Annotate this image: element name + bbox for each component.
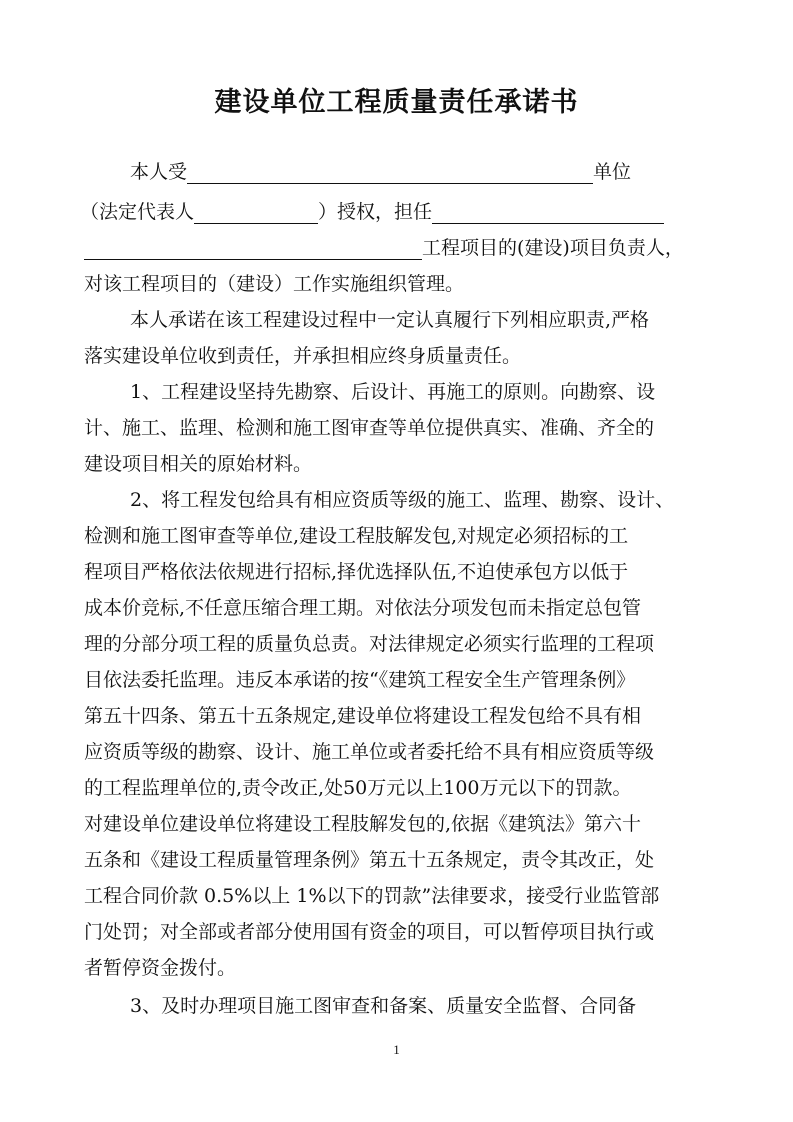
unit-suffix-label: 单位 <box>593 161 632 183</box>
text-line: 者暂停资金拨付。 <box>84 957 237 979</box>
project-name-field[interactable] <box>84 239 422 260</box>
text-line: 五条和《建设工程质量管理条例》第五十五条规定，责令其改正，处 <box>84 849 655 871</box>
text-line: 2、将工程发包给具有相应资质等级的施工、监理、勘察、设计、 <box>130 489 675 511</box>
text-line: 本人承诺在该工程建设过程中一定认真履行下列相应职责,严格 <box>130 309 650 331</box>
text-line: 程项目严格依法依规进行招标,择优选择队伍,不迫使承包方以低于 <box>84 561 629 583</box>
form-line-3 <box>84 236 714 260</box>
form-line-2 <box>80 200 710 224</box>
document-title: 建设单位工程质量责任承诺书 <box>214 87 579 118</box>
text-line: 检测和施工图审查等单位,建设工程肢解发包,对规定必须招标的工 <box>84 525 629 547</box>
authorized-label: ）授权，担任 <box>318 201 433 223</box>
text-line: 门处罚；对全部或者部分使用国有资金的项目，可以暂停项目执行或 <box>84 921 655 943</box>
text-line: 应资质等级的勘察、设计、施工单位或者委托给不具有相应资质等级 <box>84 741 655 763</box>
form-prefix-label: 本人受 <box>130 161 188 183</box>
text-line: 成本价竞标,不任意压缩合理工期。对依法分项发包而未指定总包管 <box>84 597 642 619</box>
position-field[interactable] <box>432 203 664 224</box>
text-line: 计、施工、监理、检测和施工图审查等单位提供真实、准确、齐全的 <box>84 417 655 439</box>
form-line-1 <box>84 160 714 184</box>
text-line: 工程合同价款 0.5%以上 1%以下的罚款”法律要求，接受行业监管部 <box>84 885 660 907</box>
text-line: 的工程监理单位的,责令改正,处50万元以上100万元以下的罚款。 <box>84 777 632 799</box>
form-line-4: 对该工程项目的（建设）工作实施组织管理。 <box>84 273 465 295</box>
legal-rep-field[interactable] <box>194 203 318 224</box>
project-role-label: 工程项目的(建设)项目负责人， <box>422 237 684 259</box>
text-line: 3、及时办理项目施工图审查和备案、质量安全监督、合同备 <box>130 995 637 1017</box>
text-line: 理的分部分项工程的质量负总责。对法律规定必须实行监理的工程项 <box>84 633 655 655</box>
text-line: 对建设单位建设单位将建设工程肢解发包的,依据《建筑法》第六十 <box>84 813 642 835</box>
legal-rep-label: （法定代表人 <box>80 201 195 223</box>
text-line: 目依法委托监理。违反本承诺的按“《建筑工程安全生产管理条例》 <box>84 669 636 691</box>
unit-name-field[interactable] <box>187 163 593 184</box>
page-number: 1 <box>393 1042 400 1057</box>
text-line: 建设项目相关的原始材料。 <box>84 453 313 475</box>
text-line: 落实建设单位收到责任，并承担相应终身质量责任。 <box>84 345 522 367</box>
text-line: 1、工程建设坚持先勘察、后设计、再施工的原则。向勘察、设 <box>130 381 656 403</box>
text-line: 第五十四条、第五十五条规定,建设单位将建设工程发包给不具有相 <box>84 705 642 727</box>
